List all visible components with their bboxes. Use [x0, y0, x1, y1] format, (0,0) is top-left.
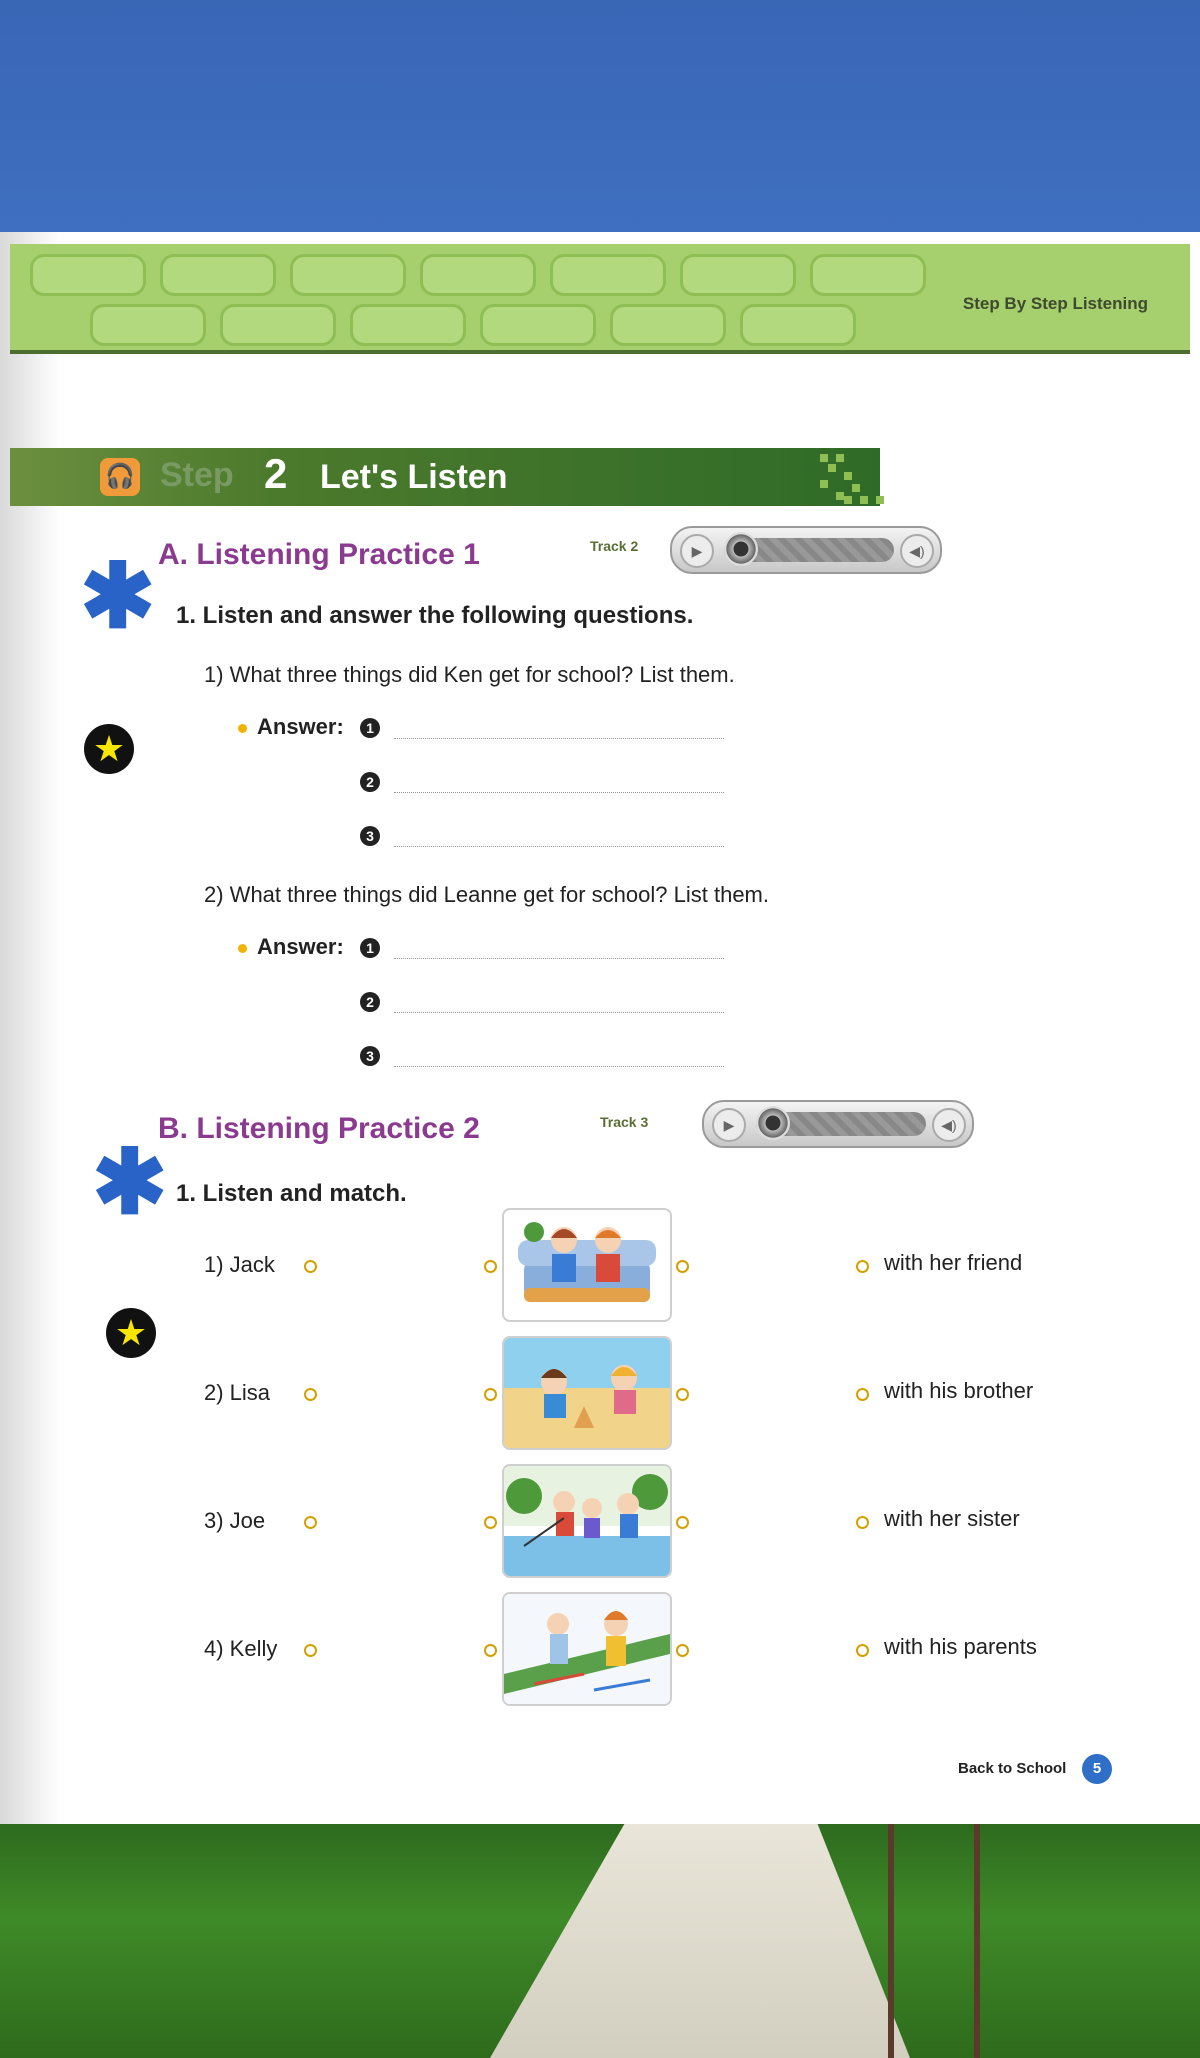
match-phrase: with his parents	[884, 1634, 1037, 1659]
match-dot[interactable]	[304, 1516, 317, 1529]
fence-post	[974, 1824, 980, 2058]
question-2: 2) What three things did Leanne get for school? List them.	[204, 882, 769, 907]
banner-tile	[420, 254, 536, 296]
match-dot[interactable]	[676, 1260, 689, 1273]
header-banner	[10, 244, 1190, 354]
volume-button[interactable]: ◀)	[932, 1108, 966, 1142]
answer-line[interactable]	[394, 738, 724, 739]
step-number: 2	[264, 450, 288, 497]
answer-number: 1	[360, 718, 380, 738]
match-phrase: with her sister	[884, 1506, 1020, 1531]
track-b	[600, 1114, 648, 1130]
banner-tile	[740, 304, 856, 346]
picture-beach-sandcastle	[502, 1336, 672, 1450]
match-name: 4) Kelly	[204, 1636, 278, 1661]
answer-number: 2	[360, 772, 380, 792]
answer-line[interactable]	[394, 1066, 724, 1067]
fishing-illustration	[504, 1466, 670, 1576]
picture-friends-on-sofa	[502, 1208, 672, 1322]
track-a-label: Track	[590, 538, 627, 554]
banner-tile	[680, 254, 796, 296]
headphones-icon: 🎧	[100, 458, 140, 496]
banner-tile	[30, 254, 146, 296]
beach-illustration	[504, 1338, 670, 1448]
section-b-title: B. Listening Practice 2	[158, 1112, 480, 1145]
match-name: 3) Joe	[204, 1508, 266, 1533]
match-phrase: with his brother	[884, 1378, 1034, 1403]
answer-line[interactable]	[394, 958, 724, 959]
match-dot[interactable]	[484, 1388, 497, 1401]
banner-tile	[220, 304, 336, 346]
sofa-illustration	[504, 1210, 670, 1320]
match-dot[interactable]	[484, 1516, 497, 1529]
match-dot[interactable]	[304, 1388, 317, 1401]
track-b-number: 3	[640, 1114, 649, 1130]
match-dot[interactable]	[856, 1388, 869, 1401]
answer-number: 3	[360, 1046, 380, 1066]
track-a	[590, 538, 638, 554]
skiing-illustration	[504, 1594, 670, 1704]
answer-label: Answer:	[238, 934, 344, 960]
answer-line[interactable]	[394, 846, 724, 847]
section-b-instruction: 1. Listen and match.	[176, 1180, 407, 1207]
match-dot[interactable]	[676, 1388, 689, 1401]
match-phrase: with her friend	[884, 1250, 1023, 1275]
banner-tile	[90, 304, 206, 346]
track-b-label: Track	[600, 1114, 637, 1130]
footer-title: Back to School	[958, 1760, 1067, 1777]
answer-line[interactable]	[394, 1012, 724, 1013]
answer-number: 2	[360, 992, 380, 1012]
grass-background	[0, 1824, 1200, 2058]
match-name: 1) Jack	[204, 1252, 275, 1277]
asterisk-icon: ✱	[80, 547, 156, 647]
banner-tile	[810, 254, 926, 296]
track-a-number: 2	[630, 538, 639, 554]
sidewalk-path	[490, 1824, 910, 2058]
banner-tile	[160, 254, 276, 296]
volume-button[interactable]: ◀)	[900, 534, 934, 568]
match-dot[interactable]	[856, 1644, 869, 1657]
play-button[interactable]: ▶	[680, 534, 714, 568]
match-dot[interactable]	[676, 1644, 689, 1657]
banner-tile	[350, 304, 466, 346]
section-a-title: A. Listening Practice 1	[158, 538, 480, 571]
audio-player-a	[670, 526, 942, 574]
step-word: Step	[160, 456, 234, 494]
answer-line[interactable]	[394, 792, 724, 793]
match-name: 2) Lisa	[204, 1380, 271, 1405]
audio-player-b	[702, 1100, 974, 1148]
play-button[interactable]: ▶	[712, 1108, 746, 1142]
step-title: Let's Listen	[320, 458, 508, 496]
banner-tile	[610, 304, 726, 346]
match-dot[interactable]	[304, 1260, 317, 1273]
fence-post	[888, 1824, 894, 2058]
series-label: Step By Step Listening	[962, 294, 1148, 313]
banner-tile	[480, 304, 596, 346]
match-dot[interactable]	[856, 1516, 869, 1529]
asterisk-icon: ✱	[92, 1133, 168, 1233]
banner-tile	[290, 254, 406, 296]
top-bar	[0, 0, 1200, 232]
match-dot[interactable]	[484, 1260, 497, 1273]
answer-number: 3	[360, 826, 380, 846]
banner-tile	[550, 254, 666, 296]
match-dot[interactable]	[676, 1516, 689, 1529]
section-a-instruction: 1. Listen and answer the following questions.	[176, 602, 694, 629]
answer-number: 1	[360, 938, 380, 958]
match-dot[interactable]	[484, 1644, 497, 1657]
match-dot[interactable]	[304, 1644, 317, 1657]
picture-family-fishing	[502, 1464, 672, 1578]
textbook-page	[0, 232, 1200, 1824]
question-1: 1) What three things did Ken get for school? List them.	[204, 662, 735, 687]
step-banner	[10, 448, 880, 506]
star-icon: ★	[106, 1308, 156, 1358]
match-dot[interactable]	[856, 1260, 869, 1273]
progress-knob[interactable]	[724, 532, 758, 566]
star-icon: ★	[84, 724, 134, 774]
answer-label: Answer:	[238, 714, 344, 740]
picture-skiing	[502, 1592, 672, 1706]
progress-knob[interactable]	[756, 1106, 790, 1140]
page-number: 5	[1082, 1754, 1112, 1784]
